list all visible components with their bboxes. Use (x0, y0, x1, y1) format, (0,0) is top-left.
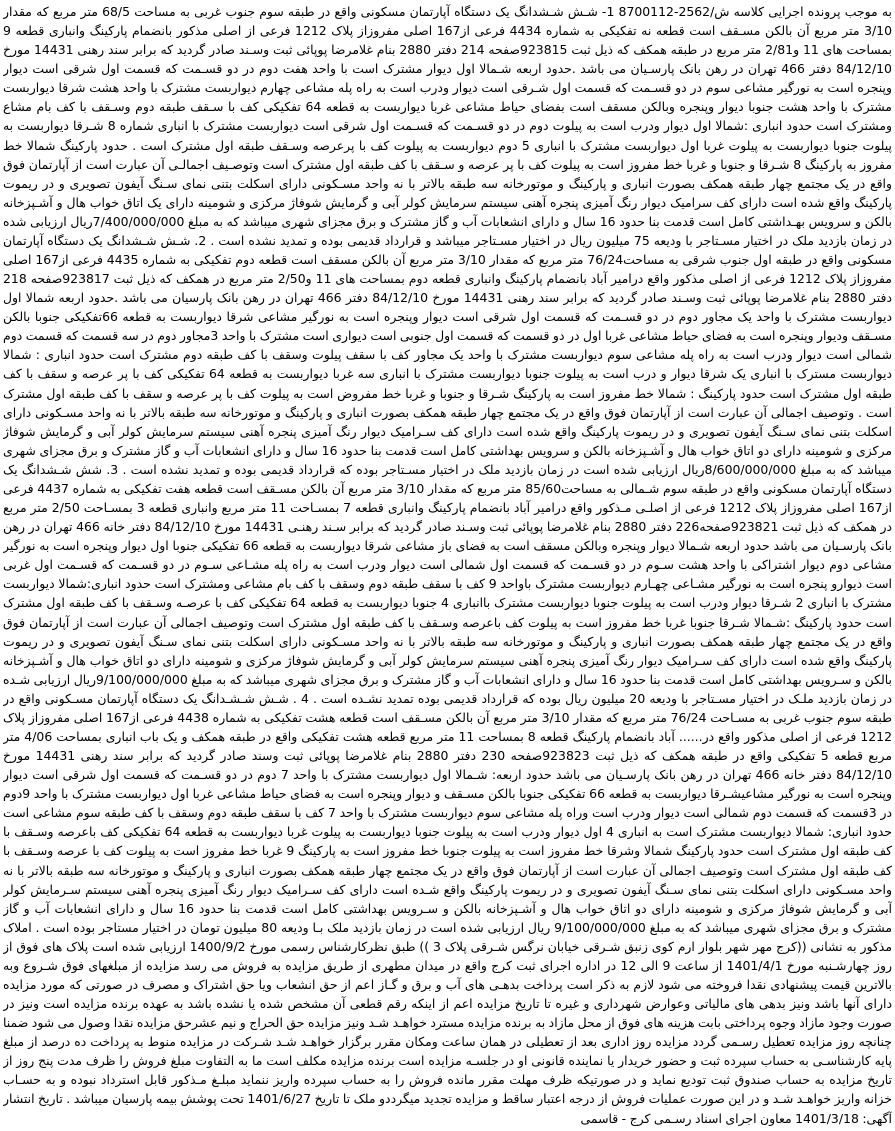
auction-notice-body: به موجب پرونده اجرایی کلاسه ش/2562-8700112 1- شـش شـشدانگ یک دستگاه آپارتمان مسکونی واقع در طبقه سوم جنوب غربی به مساحت 68/5 متر مربع که مقدار 3/10 متر مربع آن بالکن مسـقف است قطعه نه تفکیکی به شماره 4434 فرعی از167 اصلی مفروزاز پلاک 1212 فرعی از اصلی مذکور بانضمام پارکینگ وانباری قطعه 9 بمساحت های 11 و2/81 متر مربع در طبقه همکف که ذیل ثبت 923815صفحه 214 دفتر 2880 بنام غلامرضا پوپائی ثبت وسـند صادر گردید که برابر سند رهنی 14431 مورخ 84/12/10 دفتر 466 تهران در رهن بانک پارسـیان می باشد .حدود اربعه شـمالا اول دیوار مشترک است با واحد هفت دوم در دو قسـمت که قسمت اول شرقی است دیوار وپنجره است به نورگیر مشاعی سوم در دو قسـمت که قسمت اول شـرقی است دیوار ودرب است به راه پله مشاعی چهارم دیواربست مشترک با واحد هشت شرقا دیواربست مشترک با واحد هشت جنوبا دیوار وپنجره وبالکن مسقف است بفضای حیاط مشاعی غربا دیواربست به قطعه 64 تفکیکی کف با سـقف طبقه دوم وسـقف با کف بام مشاع ومشترک است حدود انباری :شمالا اول دیوار ودرب است به پیلوت دوم در دو قسـمت که قسـمت اول شرقی است دیواربست مشترک با انباری شماره 8 شـرقا دیواربست به پیلوت جنوبا دیواربست به پیلوت غربا اول دیواربست مشترک با انباری 5 دوم دیواربست به پیلوت کف با پرعرصه وسـقف طبقه اول مشترک است . حدود پارکینگ شمالا خط مفروز به پارکینگ 8 شـرقا و جنوبا و غربا خط مفروز است به پیلوت کف با پر عرصه و سـقف با کف طبقه اول مشترک است وتوصـیف اجمالـی آن عبارت است از آپارتمان فوق واقع در یک مجتمع چهار طبقه همکف بصورت انباری و پارکینگ و موتورخانه سه طبقه بالاتر با نه واحد مسـکونی دارای اسکلت بتنی نمای سـنگ آیفون تصویری و در ریموت پارکینگ واقع شده است دارای کف سرامیک دیوار رنگ آمیزی پنجره آهنی سیستم سرمایش کولر آبی و گرمایش شوفاژ مرکزی و شومینه دارای یک اتاق خواب هال و آشـپزخانه بالکن و سرویس بهـداشتی کامل است قدمت بنا حدود 16 سال و دارای انشعابات آب و گاز مشترک و برق مجزای شهری میباشد که به مبلغ 7/400/000/000ریال ارزیابی شده در زمان بازدید ملک در اختیار مسـتاجر با ودیعه 75 میلیون ریال در اختیار مسـتاجر میباشد و قرارداد قدیمی بوده و تمدید نشده است . 2. شـش شـشدانگ یک دستگاه آپارتمان مسکونی واقع در طبقه اول جنوب شرقی به مساحت76/24 متر مربع که مقدار 3/10 متر مربع آن بالکن مسقف است قطعه دوم تفکیکی به شماره 4435 فرعی از167 اصلی مفروزاز پلاک 1212 فرعی از اصلی مذکور واقع درامیر آباد بانضمام پارکینگ وانباری قطعه دوم بمساحت های 11 و2/50 متر مربع در همکف که ذیل ثبت 923817صفحه 218 دفتر 2880 بنام غلامرضا پوپائی ثبت وسـند صادر گردید که برابر سند رهنی 14431 مورخ 84/12/10 دفتر 466 تهران در رهن بانک پارسیان می باشد .حدود اربعه شمالا اول دیواربست مشترک با واحد یک مجاور دوم در دو قسـمت که قسمت اول شرقی است دیوار وپنجره است به نورگیر مشاعی شرقا دیواربست به قطعه 66تفکیکی جنوبا بالکن مسـقف ودیوار وپنجره است به فضای حیاط مشاعی غربا اول در دو قسمت که قسمت اول جنوبی است دیواری است مشترک با واحد 3مجاور دوم در سه قسمت که قسمت دوم شمالی است دیوار ودرب است به راه پله مشاعی سوم دیواربست مشترک با واحد یک مجاور کف با سقف پیلوت وسقف با کف طبقه دوم مشترک است حدود انباری : شمالا دیواربست مسترک با انباری یک شرقا دیوار و درب است به پیلوت جنوبا دیواربست مشترک با انباری سه غربا دیواربست به قطعه 64 تفکیکی کف با پر عرصه و سقف با کف طبقه اول مشترک است حدود پارکینگ : شمالا خط مفروز است به پارکینگ شـرقا و جنوبا و غربا خط مفروض است به پیلوت کف با پر عرصه و سقف با کف طبقه اول مشترک است . وتوصیف اجمالی آن عبارت است از آپارتمان فوق واقع در یک مجتمع چهار طبقه همکف بصورت انباری و پارکینگ و موتورخانه سه طبقه بالاتر با نه واحد مسـکونی دارای اسکلت بتنی نمای سـنگ آیفون تصویری و در ریموت پارکینگ واقع شده است دارای کف سـرامیک دیوار رنگ آمیزی پنجره آهنی سیستم سرمایش کولر آبی و گرمایش شوفاژ مرکزی و شومینه دارای دو اتاق خواب هال و آشـپزخانه بالکن و سرویس بهداشتی کامل است قدمت بنا حدود 16 سال و دارای انشعابات آب و گاز مشترک و برق مجزای شهری میباشد که به مبلغ 8/600/000/000ریال ارزیابی شده است در زمان بازدید ملک در اختیار مسـتاجر بوده که قرارداد قدیمی بوده و تمدید نشده است . 3. شش شـشدانگ یک دستگاه آپارتمان مسکونی واقع در طبقه سوم شـمالی به مساحت85/60 متر مربع که مقدار 3/10 متر مربع آن بالکن مسـقف است قطعه هفت تفکیکی به شماره 4437 فرعی از167 اصلی مفروزاز پلاک 1212 فرعی از اصلـی مـذکور واقع درامیر آباد بانضمام پارکینگ وانباری قطعه 7 بمسـاحت 11 متر مربع وانباری قطعه 3 بمسـاحت 2/50 متر مربع در همکف که ذیل ثبت 923821صفحه226 دفتر 2880 بنام غلامرضا پوپائی ثبت وسـند صادر گردید که برابر سـند رهنـی 14431 مورخ 84/12/10 دفتر خانه 466 تهران در رهن بانک پارسـیان می باشد حدود اربعه شـمالا دیوار وپنجره وبالکن مسقف است به فضای باز مشاعی شرقا دیواربست به قطعه 66 تفکیکی جنوبا اول دیوار وپنجره است به نورگیر مشاعی دوم دیوار اشتراکی با واحد هشت سـوم در دو قسـمت که قسمت اول شمالی است دیوار ودرب است به راه پله مشـاعی سـوم در دو قسـمت که قسـمت اول غربی است دیوارو پنجره است به نورگیر مشـاعی چهـارم دیواربست مشترک باواحد 9 کف با سقف طبقه دوم وسقف با کف بام مشاعی ومشترک است حدود انباری:شمالا دیواربست مشترک با انباری 2 شـرقا دیوار ودرب است به پیلوت جنوبا دیواربست مشترک باانباری 4 جنوبا دیواربست به قطعه 64 تفکیکی کف با عرصـه وسـقف با کف طبقه اول مشترک است حدود پارکینگ :شـمالا شـرقا جنوبا غربا خط مفروز است به پیلوت کف باعرصه وسـقف با کف طبقه اول مشترک است وتوصیف اجمالی آن عبارت است از آپارتمان فوق واقع در یک مجتمع چهار طبقه همکف بصورت انباری و پارکینگ و موتورخانه سه طبقه بالاتر با نه واحد مسـکونی دارای اسکلت بتنی نمای سـنگ آیفون تصویری و در ریموت پارکینگ واقع شده است دارای کف سـرامیک دیوار رنگ آمیزی پنجره آهنی سیستم سرمایش کولر آبی و گرمایش شوفاژ مرکزی و شومینه دارای دو اتاق خواب هال و آشـپزخانه بالکن و سـرویس بهداشتی کامل است قدمت بنا حدود 16 سال و دارای انشعابات آب و گاز مشترک و برق مجزای شهری میباشد که به مبلغ 9/100/000/000ریال ارزیابی شـده در زمان بازدید ملـک در اختیار مسـتاجر با ودیعه 20 میلیون ریال بوده که قرارداد قدیمی بوده تمدید نشـده است . 4 . شـش شـشـدانگ یک دستگاه آپارتمان مسـکونی واقع در طبقه سوم جنوب غربی به مسـاحت 76/24 متر مربع که مقدار 3/10 متر مربع آن بالکن مسـقف است قطعه هشت تفکیکی به شماره 4438 فرعی از167 اصلی مفروزاز پلاک 1212 فرعی از اصلی مذکور واقع در...... آباد بانضمام پارکینگ قطعه 8 بمساحت 11 متر مربع قطعه هشت تفکیکی واقع در طبقه همکف و یک باب انباری بمساحت 4/06 متر مربع قطعه 5 تفکیکی واقع در طبقه همکف که ذیل ثبت 923823صفحه 230 دفتر 2880 بنام غلامرضا پوپائی ثبت وسند صادر گردید که برابر سند رهنی 14431 مورخ 84/12/10 دفتر خانه 466 تهران در رهن بانک پارسـیان می باشد حدود اربعه: شـمالا اول دیواربست مشترک با واحد 7 دوم در دو قسـمت که قسمت اول شرقی است دیوار وپنجره است به نورگیر مشاعیشـرقا دیواربست به قطعه 66 تفکیکی جنوبا بالکن مسـقف و دیوار وپنجره است به فضای حیاط مشاعی غربا اول دیواربست مشترک با واحد 9دوم در 3قسمت که قسمت دوم شمالی است دیوار ودرب است وراه پله مشاعی سوم دیواربست مشترک با واحد 7 کف با سقف طبقه دوم وسقف با کف طبقه سوم مشاعی است حدود انباری: شمالا دیواربست مشترک است به انباری 4 اول دیوار ودرب است به پیلوت جنوبا دیواربست به پیلوت غربا دیواربست به قطعه 64 تفکیکی کف باعرصه وسـقف با کف طبقه اول مشترک است حدود پارکینگ شمالا وشرقا خط مفروز است به پیلوت جنوبا خط مفروز است به پارکینگ 9 غربا خط مفروز است به پیلوت کف با عرصه وسـقف با کف طبقه اول مشترک است وتوصیف اجمالی آن عبارت است از آپارتمان فوق واقع در یک مجتمع چهار طبقه همکف بصورت انباری و پارکینگ و موتورخانه سه طبقه بالاتر با نه واحد مسـکونی دارای اسکلت بتنی نمای سـنگ آیفون تصویری و در ریموت پارکینگ واقع شـده است دارای کف سـرامیک دیوار رنگ آمیزی پنجره آهنی سیستم سـرمایش کولر آبی و گرمایش شوفاژ مرکزی و شومینه دارای دو اتاق خواب هال و آشـپزخانه بالکن و سـرویس بهداشتی کامل است قدمت بنا حدود 16 سال و دارای انشعابات آب و گاز مشترک و برق مجزای شهری میباشد که به مبلغ 9/100/000/000 ریال ارزیابی شده است در زمان بازدید ملک بـا ودیعه 80 میلیون تومان در اختیار مستاجر بوده است . املاک مذکور به نشانی ((کرج مهر شهر بلوار ارم کوی زنبق شـرقی خیابان نرگس شـرقی پلاک 3 )) طبق نظرکارشناس رسمی مورخ 1400/9/2 ارزیابی شده است پلاک های فوق از روز چهارشـنبه مورخ 1401/4/1 از ساعت 9 الی 12 در اداره اجرای ثبت کرج واقع در میدان مطهری از طریق مزایده به فروش می رسد مزایده از مبلغهای فوق شـروع وبه بالاترین قیمت پیشنهادی نقدا فروخته می شود لازم به ذکر است پرداخت بدهـی های آب و برق و گـاز اعم از حق انشعاب ویا حق اشتراک و مصرف در صورتی که مورد مزایده دارای آنها باشد ونیز بدهی های مالیاتی وعوارض شهرداری و غیره تا تاریخ مزایده اعم از اینکه رقم قطعی آن مشخص شده یا نشده باشد به عهده برنده مزایده است ونیز در صورت وجود مازاد وجوه پرداختی بابت هزینه های فوق از محل مازاد به برنده مزایده مسترد خواهـد شـد ونیز مزایده حق الحراج و نیم عشرحق مزایده نقدا وصول می شود ضمنا چنانچه روز مزایده تعطیل رسـمی گردد مزایده روز اداری بعد از تعطیلی در همان ساعت ومکان مقرر برگزار خواهـد شـد شـرکت در مزایده منوط به پرداخت ده درصد از مبلغ پایه کارشناسـی به حساب سپرده ثبت و حضور خریدار یا نماینده قانونی او در جلسـه مزایده است برنده مزایده مکلف است ما به التفاوت مبلغ فروش را ظرف مدت پنج روز از تاریخ مزایده به حساب صندوق ثبت تودیع نماید و در صورتیکه ظرف مهلت مقرر مانده فروش را به حساب سپرده واریز ننماید مبلـغ مـذکور قابل استرداد نبوده و به حسـاب خزانه واریز خواهـد شـد و در این صورت عملیات فروش از درجه اعتبار ساقط و مزایده تجدید میگرددو ملک تا تاریخ 1401/6/27 تحت پوشش بیمه پارسیان میباشد . تاریخ انتشار آگهی: 1401/3/18 معاون اجرای اسناد رسـمی کرج - قاسمی (3, 4, 892, 1126)
auction-notice-page (3, 2, 892, 1128)
